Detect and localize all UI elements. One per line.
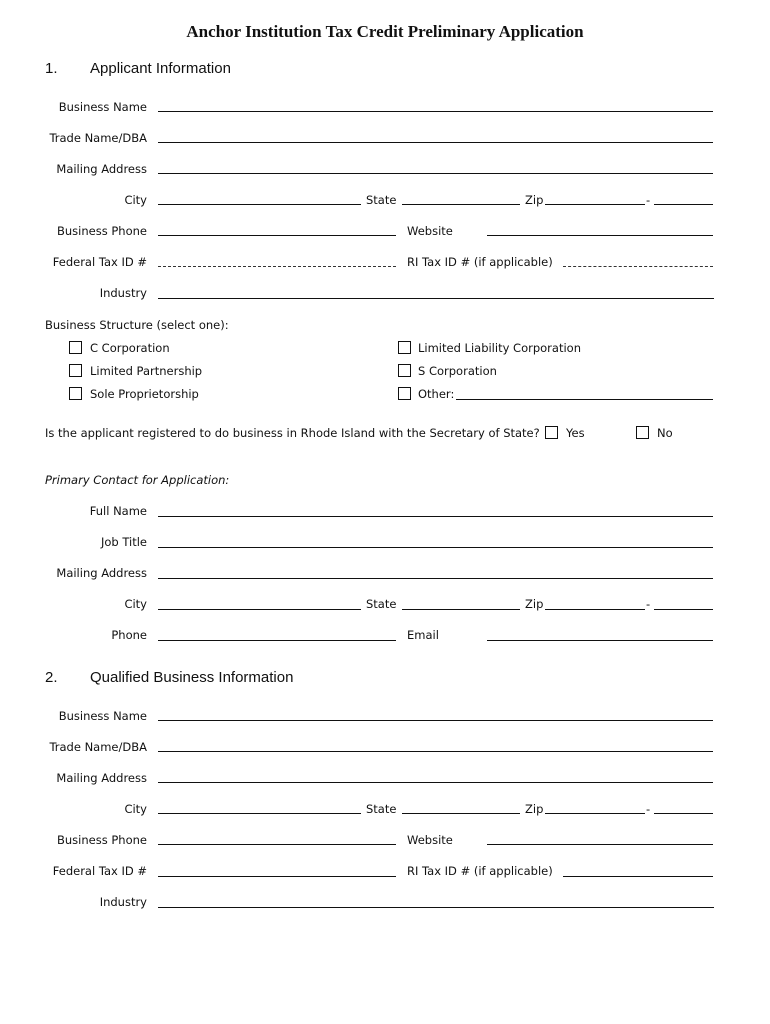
mailing-address-label: Mailing Address xyxy=(56,162,147,176)
s-corporation-checkbox[interactable] xyxy=(398,364,411,377)
contact-mailing-address-label: Mailing Address xyxy=(56,566,147,580)
contact-zip-ext-field[interactable] xyxy=(654,609,713,610)
qb-mailing-address-label: Mailing Address xyxy=(56,771,147,785)
business-phone-label: Business Phone xyxy=(57,224,147,238)
qb-ri-tax-id-label: RI Tax ID # (if applicable) xyxy=(407,864,553,878)
qb-industry-field[interactable] xyxy=(158,907,714,908)
llc-label: Limited Liability Corporation xyxy=(418,341,581,355)
business-structure-heading: Business Structure (select one): xyxy=(45,318,229,332)
c-corporation-checkbox[interactable] xyxy=(69,341,82,354)
full-name-field[interactable] xyxy=(158,516,713,517)
website-field[interactable] xyxy=(487,235,713,236)
qb-business-name-field[interactable] xyxy=(158,720,713,721)
other-label: Other: xyxy=(418,387,455,401)
contact-city-label: City xyxy=(124,597,147,611)
contact-state-field[interactable] xyxy=(402,609,520,610)
website-label: Website xyxy=(407,224,453,238)
ri-tax-id-field[interactable] xyxy=(563,266,713,267)
contact-mailing-address-field[interactable] xyxy=(158,578,713,579)
section-2-title: Qualified Business Information xyxy=(90,669,294,686)
section-1-number: 1. xyxy=(45,60,58,77)
business-name-field[interactable] xyxy=(158,111,713,112)
job-title-label: Job Title xyxy=(100,535,147,549)
contact-zip-label: Zip xyxy=(525,597,544,611)
federal-tax-id-label: Federal Tax ID # xyxy=(52,255,147,269)
industry-field[interactable] xyxy=(158,298,714,299)
registered-no-label: No xyxy=(657,426,673,440)
qb-business-phone-field[interactable] xyxy=(158,844,396,845)
qb-city-label: City xyxy=(124,802,147,816)
limited-partnership-checkbox[interactable] xyxy=(69,364,82,377)
mailing-address-field[interactable] xyxy=(158,173,713,174)
state-field[interactable] xyxy=(402,204,520,205)
contact-phone-field[interactable] xyxy=(158,640,396,641)
contact-email-field[interactable] xyxy=(487,640,713,641)
city-field[interactable] xyxy=(158,204,361,205)
form-title: Anchor Institution Tax Credit Preliminary Application xyxy=(186,22,584,41)
business-name-label: Business Name xyxy=(58,100,147,114)
contact-city-field[interactable] xyxy=(158,609,361,610)
primary-contact-heading: Primary Contact for Application: xyxy=(45,473,230,487)
qb-ri-tax-id-field[interactable] xyxy=(563,876,713,877)
registered-question: Is the applicant registered to do business in Rhode Island with the Secretary of State? xyxy=(45,426,540,440)
qb-state-label: State xyxy=(366,802,397,816)
state-label: State xyxy=(366,193,397,207)
contact-state-label: State xyxy=(366,597,397,611)
trade-name-field[interactable] xyxy=(158,142,713,143)
trade-name-label: Trade Name/DBA xyxy=(49,131,147,145)
qb-industry-label: Industry xyxy=(99,895,147,909)
qb-zip-label: Zip xyxy=(525,802,544,816)
federal-tax-id-field[interactable] xyxy=(158,266,396,267)
registered-yes-checkbox[interactable] xyxy=(545,426,558,439)
s-corporation-label: S Corporation xyxy=(418,364,497,378)
city-label: City xyxy=(124,193,147,207)
limited-partnership-label: Limited Partnership xyxy=(90,364,203,378)
contact-zip-separator: - xyxy=(646,597,651,611)
qb-city-field[interactable] xyxy=(158,813,361,814)
job-title-field[interactable] xyxy=(158,547,713,548)
sole-proprietorship-label: Sole Proprietorship xyxy=(90,387,199,401)
zip-ext-field[interactable] xyxy=(654,204,713,205)
qb-mailing-address-field[interactable] xyxy=(158,782,713,783)
other-field[interactable] xyxy=(456,399,713,400)
qb-zip-field[interactable] xyxy=(545,813,645,814)
contact-zip-field[interactable] xyxy=(545,609,645,610)
qb-website-label: Website xyxy=(407,833,453,847)
qb-state-field[interactable] xyxy=(402,813,520,814)
zip-label: Zip xyxy=(525,193,544,207)
qb-federal-tax-id-field[interactable] xyxy=(158,876,396,877)
other-checkbox[interactable] xyxy=(398,387,411,400)
business-phone-field[interactable] xyxy=(158,235,396,236)
registered-no-checkbox[interactable] xyxy=(636,426,649,439)
contact-phone-label: Phone xyxy=(111,628,147,642)
qb-trade-name-label: Trade Name/DBA xyxy=(49,740,147,754)
qb-zip-separator: - xyxy=(646,802,651,816)
c-corporation-label: C Corporation xyxy=(90,341,170,355)
registered-yes-label: Yes xyxy=(566,426,585,440)
section-1-title: Applicant Information xyxy=(90,60,231,77)
sole-proprietorship-checkbox[interactable] xyxy=(69,387,82,400)
qb-federal-tax-id-label: Federal Tax ID # xyxy=(52,864,147,878)
qb-website-field[interactable] xyxy=(487,844,713,845)
zip-field[interactable] xyxy=(545,204,645,205)
qb-trade-name-field[interactable] xyxy=(158,751,713,752)
qb-business-name-label: Business Name xyxy=(58,709,147,723)
full-name-label: Full Name xyxy=(89,504,147,518)
section-2-number: 2. xyxy=(45,669,58,686)
qb-business-phone-label: Business Phone xyxy=(57,833,147,847)
qb-zip-ext-field[interactable] xyxy=(654,813,713,814)
zip-separator: - xyxy=(646,193,651,207)
contact-email-label: Email xyxy=(407,628,439,642)
llc-checkbox[interactable] xyxy=(398,341,411,354)
industry-label: Industry xyxy=(99,286,147,300)
ri-tax-id-label: RI Tax ID # (if applicable) xyxy=(407,255,553,269)
